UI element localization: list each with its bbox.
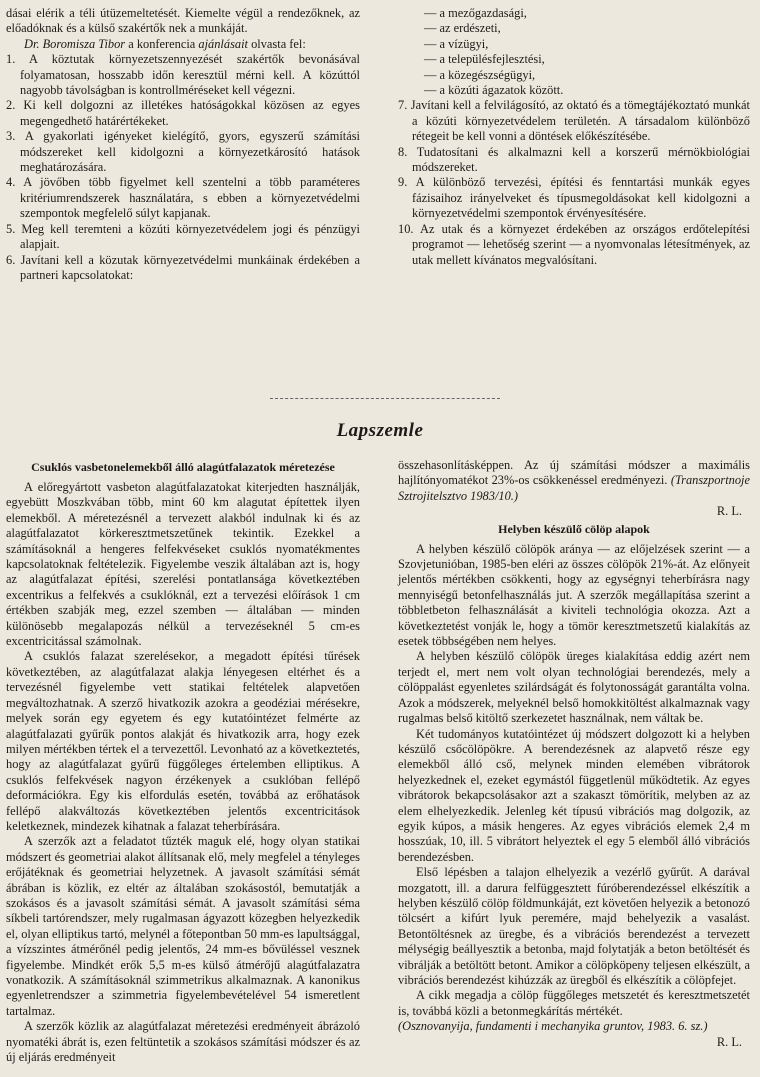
article1-paragraph: A szerzők közlik az alagútfalazat méretezési eredményeit ábrázoló nyomatéki ábrát is, ezen feltüntetik a szokásos számítási módszer és az új eljárás eredményeit xyxy=(6,1019,360,1065)
top-left-column xyxy=(6,6,360,283)
continuation-text: összehasonlításképpen. Az új számítási módszer a maximális hajlítónyomatékot 23%-os csökkenéssel eredményezi. xyxy=(398,458,750,488)
article1-column xyxy=(6,458,360,1065)
article2-title: Helyben készülő cölöp alapok xyxy=(498,521,650,536)
recommendation-item: 9. A különböző tervezési, építési és fenntartási munkák egyes fázisaihoz irányelveket és típusmegoldásokat kell kidolgozni a környezetvédelmi szempontok érvényesítésére. xyxy=(398,175,750,221)
intro-text-b: olvasta fel: xyxy=(251,36,306,51)
recommendation-item: 4. A jövőben több figyelmet kell szentelni a több paraméteres kritériumrendszerek használatára, s ebben a környezetvédelmi szempontok megfelelő súlyt kapjanak. xyxy=(6,175,360,221)
article2-signature: R. L. xyxy=(716,1034,742,1049)
partner-item: — a településfejlesztési, xyxy=(424,52,545,67)
partner-item: — az erdészeti, xyxy=(424,21,501,36)
article1-signature: R. L. xyxy=(716,504,742,519)
partner-item: — a vízügyi, xyxy=(424,36,489,51)
recommendations-intro xyxy=(6,37,360,52)
recommendation-item: 10. Az utak és a környezet érdekében az országos erdőtelepítési programot — lehetőség szerint — a nyomvonalas létesítmények, az utak mellett kívánatos megvalósítani. xyxy=(398,221,750,267)
article1-reference: (Transzportnoje Sztrojitelsztvo 1983/10.) xyxy=(398,473,750,503)
partner-item: — a közegészségügyi, xyxy=(424,67,536,82)
article2-paragraph: Első lépésben a talajon elhelyezik a vezérlő gyűrűt. A darával mozgatott, ill. a darura felfüggesztett fúróberendezéssel elkészítik a helyben készülő cölöp földmunkáját, ezt követően helyezik a betonozó tölcsért a kifúrt lyuk peremére, majd behelyezik a vasalást. Betontöltésnek az üregbe, és a vibrációs berendezést a tervezett mélységig beállyesztik a betonba, majd folytatják a beton betöltését és vibrálják a betöltött betont. Amikor a cölöpköpeny teljesen elkészült, a vibrációs berendezést kihúzzák az üregből és elkészítik a cölöpfejet. xyxy=(398,865,750,987)
section-divider xyxy=(270,398,500,399)
article1-title: Csuklós vasbetonelemekből álló alagútfalazatok méretezése xyxy=(31,460,335,474)
recommendation-item: 8. Tudatosítani és alkalmazni kell a korszerű mérnökbiológiai módszereket. xyxy=(398,144,750,175)
top-right-column xyxy=(398,6,750,268)
article1-paragraph: A előregyártott vasbeton alagútfalazatokat kiterjedten használják, egyebütt Moszkvában több, mint 60 km alagutat építettek ilyen elemekből. A méretezésnél a tervezett alakból indulnak ki és az alagútfalazatot körkeresztmetszetűnek tekintik. Ezekkel a számításoknál a hengeres felfekvéseket csuklós nyomatékmentes kapcsolatoknak feltételezik. Figyelembe veszik általában azt is, hogy az alagútfalazat építési, szerelési pontatlansága következtében excentrikus a felfekvés a csuklóknál, ezt a tervezési előírások 1 cm értékben szabják meg, ezzel szemben — általában — minden különösebb megalapozás nélkül a tervezéseknél 5 cm-es excentricitással számolnak. xyxy=(6,480,360,649)
intro-paragraph: dásai elérik a téli útüzemeltetését. Kiemelte végül a rendezőknek, az előadóknak és a külső szakértők nek a munkáját. xyxy=(6,6,360,36)
intro-text-a: a konferencia xyxy=(128,36,196,51)
article2-paragraph: A cikk megadja a cölöp függőleges metszetét és keresztmetszetét is, továbbá közli a betonmegkárítás mértékét. xyxy=(398,988,750,1018)
article2-reference: (Osznovanyija, fundamenti i mechanyika gruntov, 1983. 6. sz.) xyxy=(398,1019,708,1034)
recommendation-item: 6. Javítani kell a közutak környezetvédelmi munkáinak érdekében a partneri kapcsolatokat: xyxy=(6,252,360,282)
author-name: Dr. Boromisza Tibor xyxy=(24,36,126,51)
article1-paragraph: A csuklós falazat szerelésekor, a megadott építési tűrések következtében, az alagútfalazat alakja lényegesen eltérhet és a tervezésnél figyelembe vett statikai feltételek alapvetően megváltozhatnak. A szerző hivatkozik azokra a geodéziai mérésekre, melyek során egy egyetem és egy kutatóintézet felmérte az alagútfalazati gyűrűk pontos alakját és hivatkozik arra, hogy ezek milyen mértékben tértek el a tervezettől. Levonható az a következtetés, hogy az alagútfalazat gyűrű függőleges értelemben elliptikus. A csuklós felfekvések nagyon érzékenyek a csuklóban fellépő deformációkra. Egy kis elfordulás esetén, továbbá az erőhatások fellépő alakváltozás következtében jelentős excentricitások keletkeznek, mindezek kihatnak a falazat teherbírására. xyxy=(6,649,360,833)
article2-paragraph: A helyben készülő cölöpök aránya — az előjelzések szerint — a Szovjetunióban, 1985-ben eléri az összes cölöpök 21%-át. Az előnyeit jelentős mértékben csökkenti, hogy az egységnyi teherbírásra nagy mennyiségű betonfelhasználás jut. A szerzők megállapítása szerint a többletbeton felhasználását a kiviteli technológia okozza. Azt a következtetést vonják le, hogy a tömör keresztmetszetű kialakítás az esetek többségében nem helyes. xyxy=(398,541,750,649)
recommendation-item: 7. Javítani kell a felvilágosító, az oktató és a tömegtájékoztató munkát a közúti környezetvédelem területén. A társadalom különböző rétegeit be kell vonni a döntések előkészítésébe. xyxy=(398,98,750,144)
intro-text-em: ajánlásait xyxy=(198,36,248,51)
recommendation-item: 1. A köztutak környezetszennyezését szakértők bevonásával folyamatosan, hosszabb időn keresztül mérni kell. A közúttól nagyobb távolságban is kontrollméréseket kell végezni. xyxy=(6,52,360,98)
article2-paragraph: A helyben készülő cölöpök üreges kialakítása eddig azért nem terjedt el, mert nem volt olyan technológiai berendezés, mely a cölöppalást egyenletes szilárdságát és folytonosságát garantálta volna. Azok a módszerek, melyeknél belső homokkitöltést alkalmaznak vagy rugalmas belső kitöltő szerkezetet használnak, nem váltak be. xyxy=(398,649,750,726)
article2-column xyxy=(398,458,750,1050)
partner-item: — a közúti ágazatok között. xyxy=(424,83,564,98)
article1-continuation xyxy=(398,458,750,504)
section-title: Lapszemle xyxy=(336,420,424,441)
recommendation-item: 2. Ki kell dolgozni az illetékes hatóságokkal közösen az egyes megengedhető határértékeket. xyxy=(6,98,360,128)
partner-item: — a mezőgazdasági, xyxy=(424,6,527,20)
recommendation-item: 3. A gyakorlati igényeket kielégítő, gyors, egyszerű számítási módszereket kell kidolgozni a környezetkárosító hatások meghatározására. xyxy=(6,129,360,175)
article1-paragraph: A szerzők azt a feladatot tűzték maguk elé, hogy olyan statikai módszert és geometriai alakot állítsanak elő, mely megfelel a tényleges erőjátéknak és geometriai helyzetnek. A javasolt számítási sémát ábrában is közlik, ez eltér az általában szokásostól, bemutatják a szokásos és a javasolt számítási sémát. A javasolt számítási séma síkbeli tartórendszer, mely rugalmasan ágyazott közegben helyezkedik el, olyan elliptikus tartó, melynél a főtepontban 50 mm-es lapultsággal, a vízszintes átmérőnél pedig jelentős, 24 mm-es bővüléssel vesznek figyelembe. Mindkét erők 5,5 m-es külső átmérőjű alagútfalazatra vonatkozik. A számításoknál szimmetrikus alkalmaznak. A kanonikus egyenletrendszer a szimmetria figyelembevételével 54 ismeretlent tartalmaz. xyxy=(6,834,360,1018)
recommendation-item: 5. Meg kell teremteni a közúti környezetvédelem jogi és pénzügyi alapjait. xyxy=(6,221,360,252)
article2-paragraph: Két tudományos kutatóintézet új módszert dolgozott ki a helyben készülő csőcölöpökre. A berendezésnek az alapvető része egy elemekből álló cső, melynek minden elemében vibrátorok helyezkednek el, ezeket egymástól függetlenül működtetik. Az egyes vibrátorok bekapcsolásakor azt a szakaszt tömörítik, melyben az az elem elhelyezkedik. Jelenleg két típusú vibrációs mag dolgozik, az egyik kúpos, a másik hengeres. Az egyes vibrációs elemek 2,4 m hosszúak, 10, ill. 5 vibrátort helyeztek el egy 5 elemből álló vibrációs berendezésben. xyxy=(398,726,750,864)
